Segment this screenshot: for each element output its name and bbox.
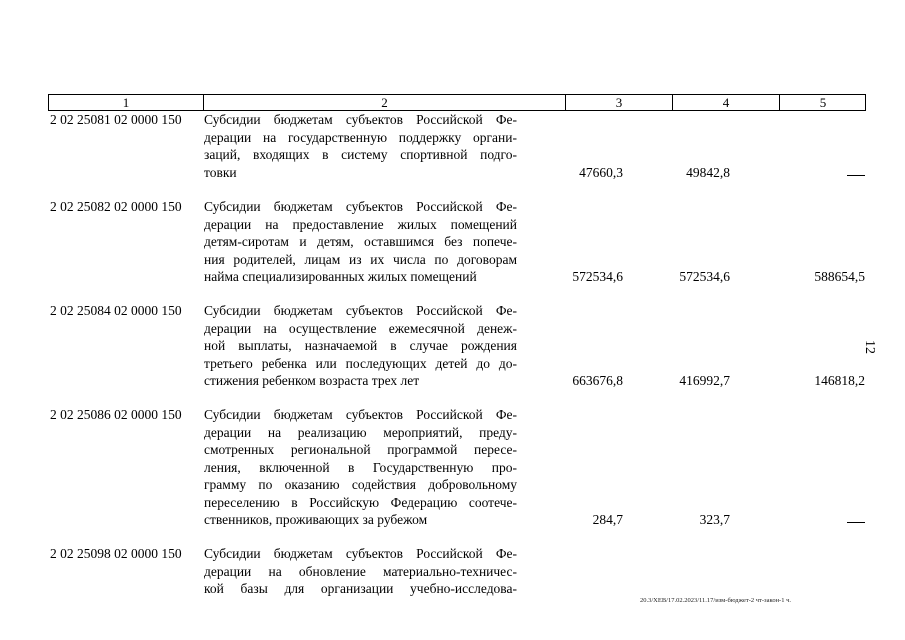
description-line: заций, входящих в систему спортивной подго- <box>204 147 517 162</box>
header-col-5: 5 <box>819 95 827 110</box>
description-line: ния родителей, лицам из их числа по договорам <box>204 251 517 267</box>
document-footer: 20.3/ХЕВ/17.02.2023/11.17/изм-бюджет-2 чт-закон-1 ч. <box>640 597 791 604</box>
header-col-2: 2 <box>204 95 566 110</box>
description-line: Субсидии бюджетам субъектов Российской Фе- <box>204 407 517 422</box>
description-line: дерации на государственную поддержку органи- <box>204 129 517 145</box>
description-line: третьего ребенка или последующих детей до до- <box>204 355 517 371</box>
value-col-4: 416992,7 <box>679 373 730 388</box>
table-header-row <box>48 94 866 111</box>
description-line: ной выплаты, назначаемой в случае рождения <box>204 338 517 353</box>
page-number: 12 <box>862 340 877 354</box>
header-col-1: 1 <box>49 95 204 110</box>
description-line: грамму по оказанию содействия добровольному <box>204 477 517 492</box>
row-description <box>204 406 517 529</box>
value-col-5: 588654,5 <box>814 269 865 284</box>
description-line: Субсидии бюджетам субъектов Российской Фе- <box>204 303 517 318</box>
description-line: дерации на обновление материально-техничес- <box>204 563 517 579</box>
budget-code: 2 02 25081 02 0000 150 <box>50 112 182 127</box>
description-line: Субсидии бюджетам субъектов Российской Фе- <box>204 546 517 561</box>
description-line: переселению в Российскую Федерацию соотече- <box>204 494 517 510</box>
description-line: ственников, проживающих за рубежом <box>204 512 428 527</box>
description-line: смотренных региональной программой пересе- <box>204 442 517 457</box>
value-col-3: 663676,8 <box>572 373 623 388</box>
value-col-5: 146818,2 <box>814 373 865 388</box>
description-line: детям-сиротам и детям, оставшимся без попече- <box>204 234 517 249</box>
description-line: стижения ребенком возраста трех лет <box>204 373 420 388</box>
value-col-3: 47660,3 <box>579 164 623 180</box>
row-description <box>204 545 517 598</box>
value-col-4: 572534,6 <box>679 269 730 284</box>
row-description <box>204 198 517 286</box>
description-line: дерации на реализацию мероприятий, преду- <box>204 424 517 440</box>
description-line: найма специализированных жилых помещений <box>204 269 477 284</box>
description-line: Субсидии бюджетам субъектов Российской Фе- <box>204 199 517 214</box>
description-line: дерации на осуществление ежемесячной денеж- <box>204 320 517 336</box>
value-col-3: 284,7 <box>592 512 623 527</box>
description-line: кой базы для организации учебно-исследова- <box>204 581 517 596</box>
description-line: ления, включенной в Государственную про- <box>204 459 517 475</box>
budget-code: 2 02 25098 02 0000 150 <box>50 546 182 561</box>
description-line: дерации на предоставление жилых помещений <box>204 216 517 232</box>
value-col-3: 572534,6 <box>572 269 623 284</box>
value-col-4: 323,7 <box>699 512 730 527</box>
value-col-4: 49842,8 <box>686 164 730 180</box>
header-col-3: 3 <box>566 95 673 110</box>
description-line: Субсидии бюджетам субъектов Российской Фе- <box>204 112 517 127</box>
row-description <box>204 111 517 181</box>
description-line: товки <box>204 164 237 180</box>
empty-value-dash <box>847 175 865 176</box>
row-description <box>204 302 517 390</box>
budget-code: 2 02 25084 02 0000 150 <box>50 303 182 318</box>
budget-code: 2 02 25082 02 0000 150 <box>50 199 182 214</box>
empty-value-dash <box>847 522 865 523</box>
header-col-4: 4 <box>673 95 780 110</box>
budget-code: 2 02 25086 02 0000 150 <box>50 407 182 422</box>
